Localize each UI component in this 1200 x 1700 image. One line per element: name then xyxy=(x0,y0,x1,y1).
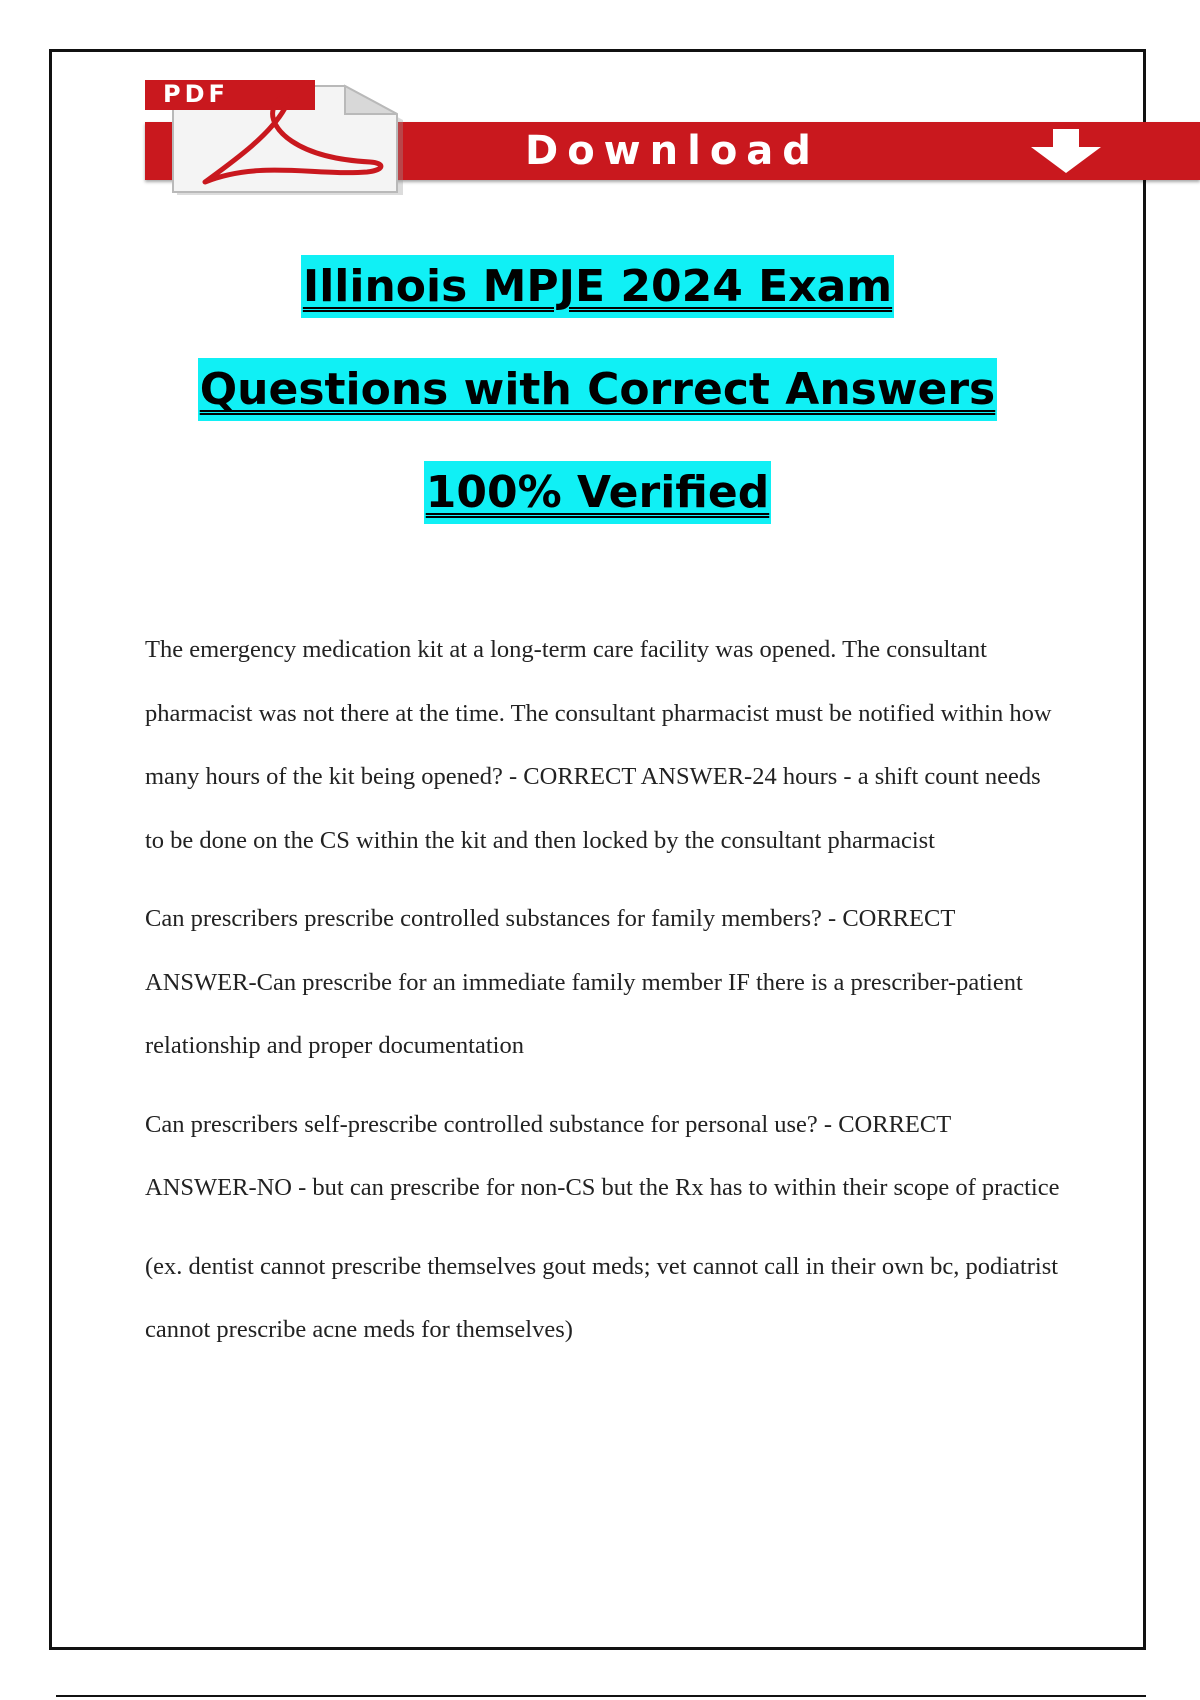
question-paragraph-2: Can prescribers prescribe controlled substances for family members? - CORRECT ANSWER-Can prescribe for an immediate family member IF there is a prescriber-patient relationship and proper documentation xyxy=(145,905,1023,1059)
title-line-1 xyxy=(49,235,1146,338)
bottom-divider xyxy=(56,1695,1146,1697)
document-title xyxy=(49,235,1146,544)
title-line-2 xyxy=(49,338,1146,441)
pdf-label: PDF xyxy=(163,80,229,108)
down-arrow-icon[interactable] xyxy=(1027,129,1105,173)
question-paragraph-3: Can prescribers self-prescribe controlled substance for personal use? - CORRECT ANSWER-NO - but can prescribe for non-CS but the Rx has to within their scope of practice xyxy=(145,1110,1060,1201)
download-label[interactable]: Download xyxy=(525,128,820,174)
title-line-3-text: 100% Verified xyxy=(424,461,771,524)
title-line-2-text: Questions with Correct Answers xyxy=(198,358,997,421)
title-line-3 xyxy=(49,441,1146,544)
pdf-download-banner[interactable] xyxy=(145,80,1200,195)
question-paragraph-4: (ex. dentist cannot prescribe themselves gout meds; vet cannot call in their own bc, podiatrist cannot prescribe acne meds for themselves) xyxy=(145,1252,1059,1343)
question-list xyxy=(145,618,1065,1377)
title-line-1-text: Illinois MPJE 2024 Exam xyxy=(301,255,894,318)
question-paragraph-1: The emergency medication kit at a long-term care facility was opened. The consultant pharmacist was not there at the time. The consultant pharmacist must be notified within how many hours of the kit being opened? - CORRECT ANSWER-24 hours - a shift count needs to be done on the CS within the kit and then locked by the consultant pharmacist xyxy=(145,636,1052,854)
